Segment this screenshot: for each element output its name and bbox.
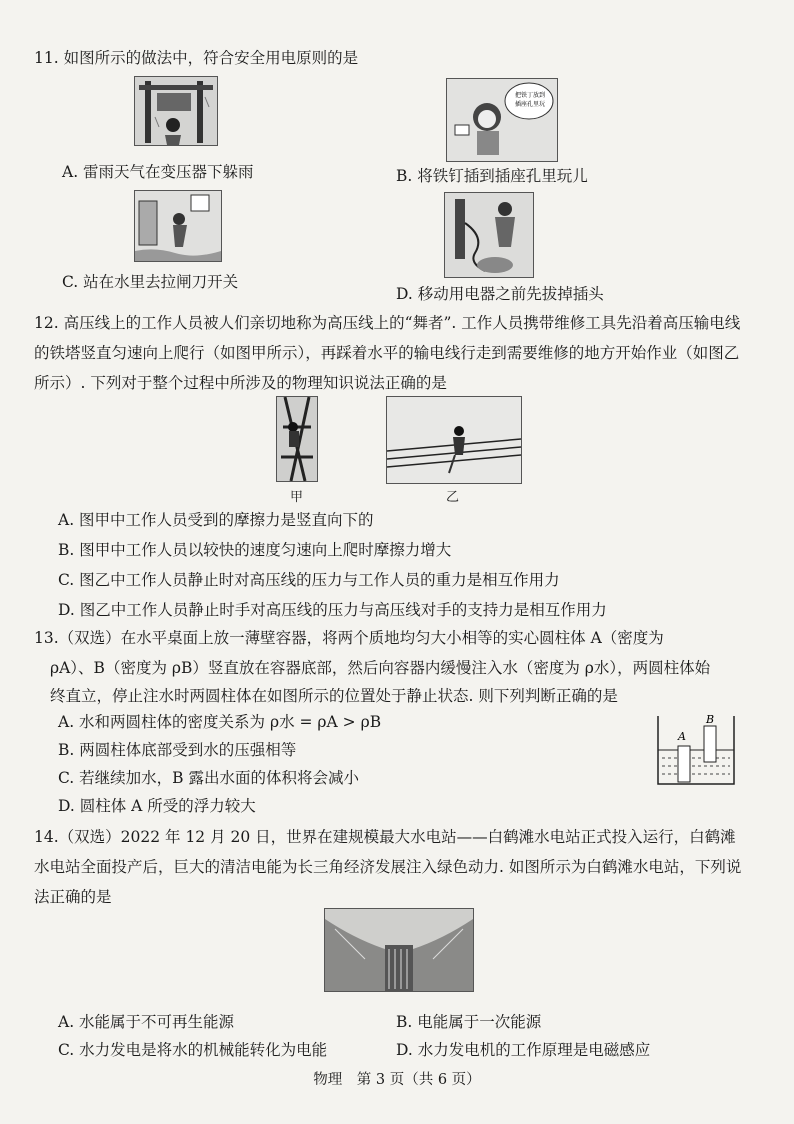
container-cylinders-diagram: [654, 712, 738, 788]
wire-walker-image: [386, 396, 522, 484]
label-b: B: [706, 713, 715, 726]
hydropower-station-image: [324, 908, 474, 992]
label-a: A: [678, 730, 686, 743]
q13-option-d: D. 圆柱体 A 所受的浮力较大: [58, 797, 256, 815]
q13-stem-line2: ρA）、B（密度为 ρB）竖直放在容器底部，然后向容器内缓慢注入水（密度为 ρ水），两圆柱体始: [50, 659, 711, 677]
unplug-image: [444, 192, 534, 278]
q11-option-d: D. 移动用电器之前先拔掉插头: [396, 285, 604, 303]
q13-stem-line1: 13.（双选）在水平桌面上放一薄壁容器，将两个质地均匀大小相等的实心圆柱体 A（密度为: [34, 629, 664, 647]
q11-option-c: C. 站在水里去拉闸刀开关: [62, 273, 239, 291]
page-footer: 物理 第 3 页（共 6 页）: [313, 1072, 481, 1088]
water-switch-image: [134, 190, 222, 262]
q11-option-b: B. 将铁钉插到插座孔里玩儿: [396, 167, 588, 185]
q12-option-c: C. 图乙中工作人员静止时对高压线的压力与工作人员的重力是相互作用力: [58, 571, 560, 589]
caption-yi: 乙: [446, 490, 460, 505]
q11-stem: 11. 如图所示的做法中，符合安全用电原则的是: [34, 49, 359, 67]
q14-option-a: A. 水能属于不可再生能源: [58, 1013, 235, 1031]
q13-option-c: C. 若继续加水，B 露出水面的体积将会减小: [58, 769, 359, 787]
tower-climber-image: [276, 396, 318, 482]
svg-text:插座孔里玩: 插座孔里玩: [515, 101, 546, 108]
q11-option-a: A. 雷雨天气在变压器下躲雨: [62, 163, 254, 181]
q14-stem: 14.（双选）2022 年 12 月 20 日，世界在建规模最大水电站——白鹤滩水电站正式投入运行，白鹤滩水电站全面投产后，巨大的清洁电能为长三角经济发展注入绿色动力. 如图所示为白鹤滩水电站，下列说法正确的是: [34, 828, 742, 906]
q14-option-b: B. 电能属于一次能源: [396, 1013, 542, 1031]
child-socket-image: [446, 78, 558, 162]
q13-option-b: B. 两圆柱体底部受到水的压强相等: [58, 741, 297, 759]
q14-option-d: D. 水力发电机的工作原理是电磁感应: [396, 1041, 651, 1059]
q12-stem: 12. 高压线上的工作人员被人们亲切地称为高压线上的“舞者”. 工作人员携带维修工具先沿着高压输电线的铁塔竖直匀速向上爬行（如图甲所示），再踩着水平的输电线行走到需要维修的地方开始作业（如图乙所示）. 下列对于整个过程中所涉及的物理知识说法正确的是: [34, 314, 741, 392]
transformer-rain-image: [134, 76, 218, 146]
q14-option-c: C. 水力发电是将水的机械能转化为电能: [58, 1041, 328, 1059]
q13-stem-line3: 终直立，停止注水时两圆柱体在如图所示的位置处于静止状态. 则下列判断正确的是: [50, 687, 618, 705]
caption-jia: 甲: [290, 490, 304, 505]
q12-option-a: A. 图甲中工作人员受到的摩擦力是竖直向下的: [58, 511, 374, 529]
q12-option-d: D. 图乙中工作人员静止时手对高压线的压力与高压线对手的支持力是相互作用力: [58, 601, 607, 619]
q12-option-b: B. 图甲中工作人员以较快的速度匀速向上爬时摩擦力增大: [58, 541, 452, 559]
q13-option-a: A. 水和两圆柱体的密度关系为 ρ水 = ρA > ρB: [58, 713, 382, 731]
speech-bubble-text: 把铁丁放到: [515, 92, 546, 99]
